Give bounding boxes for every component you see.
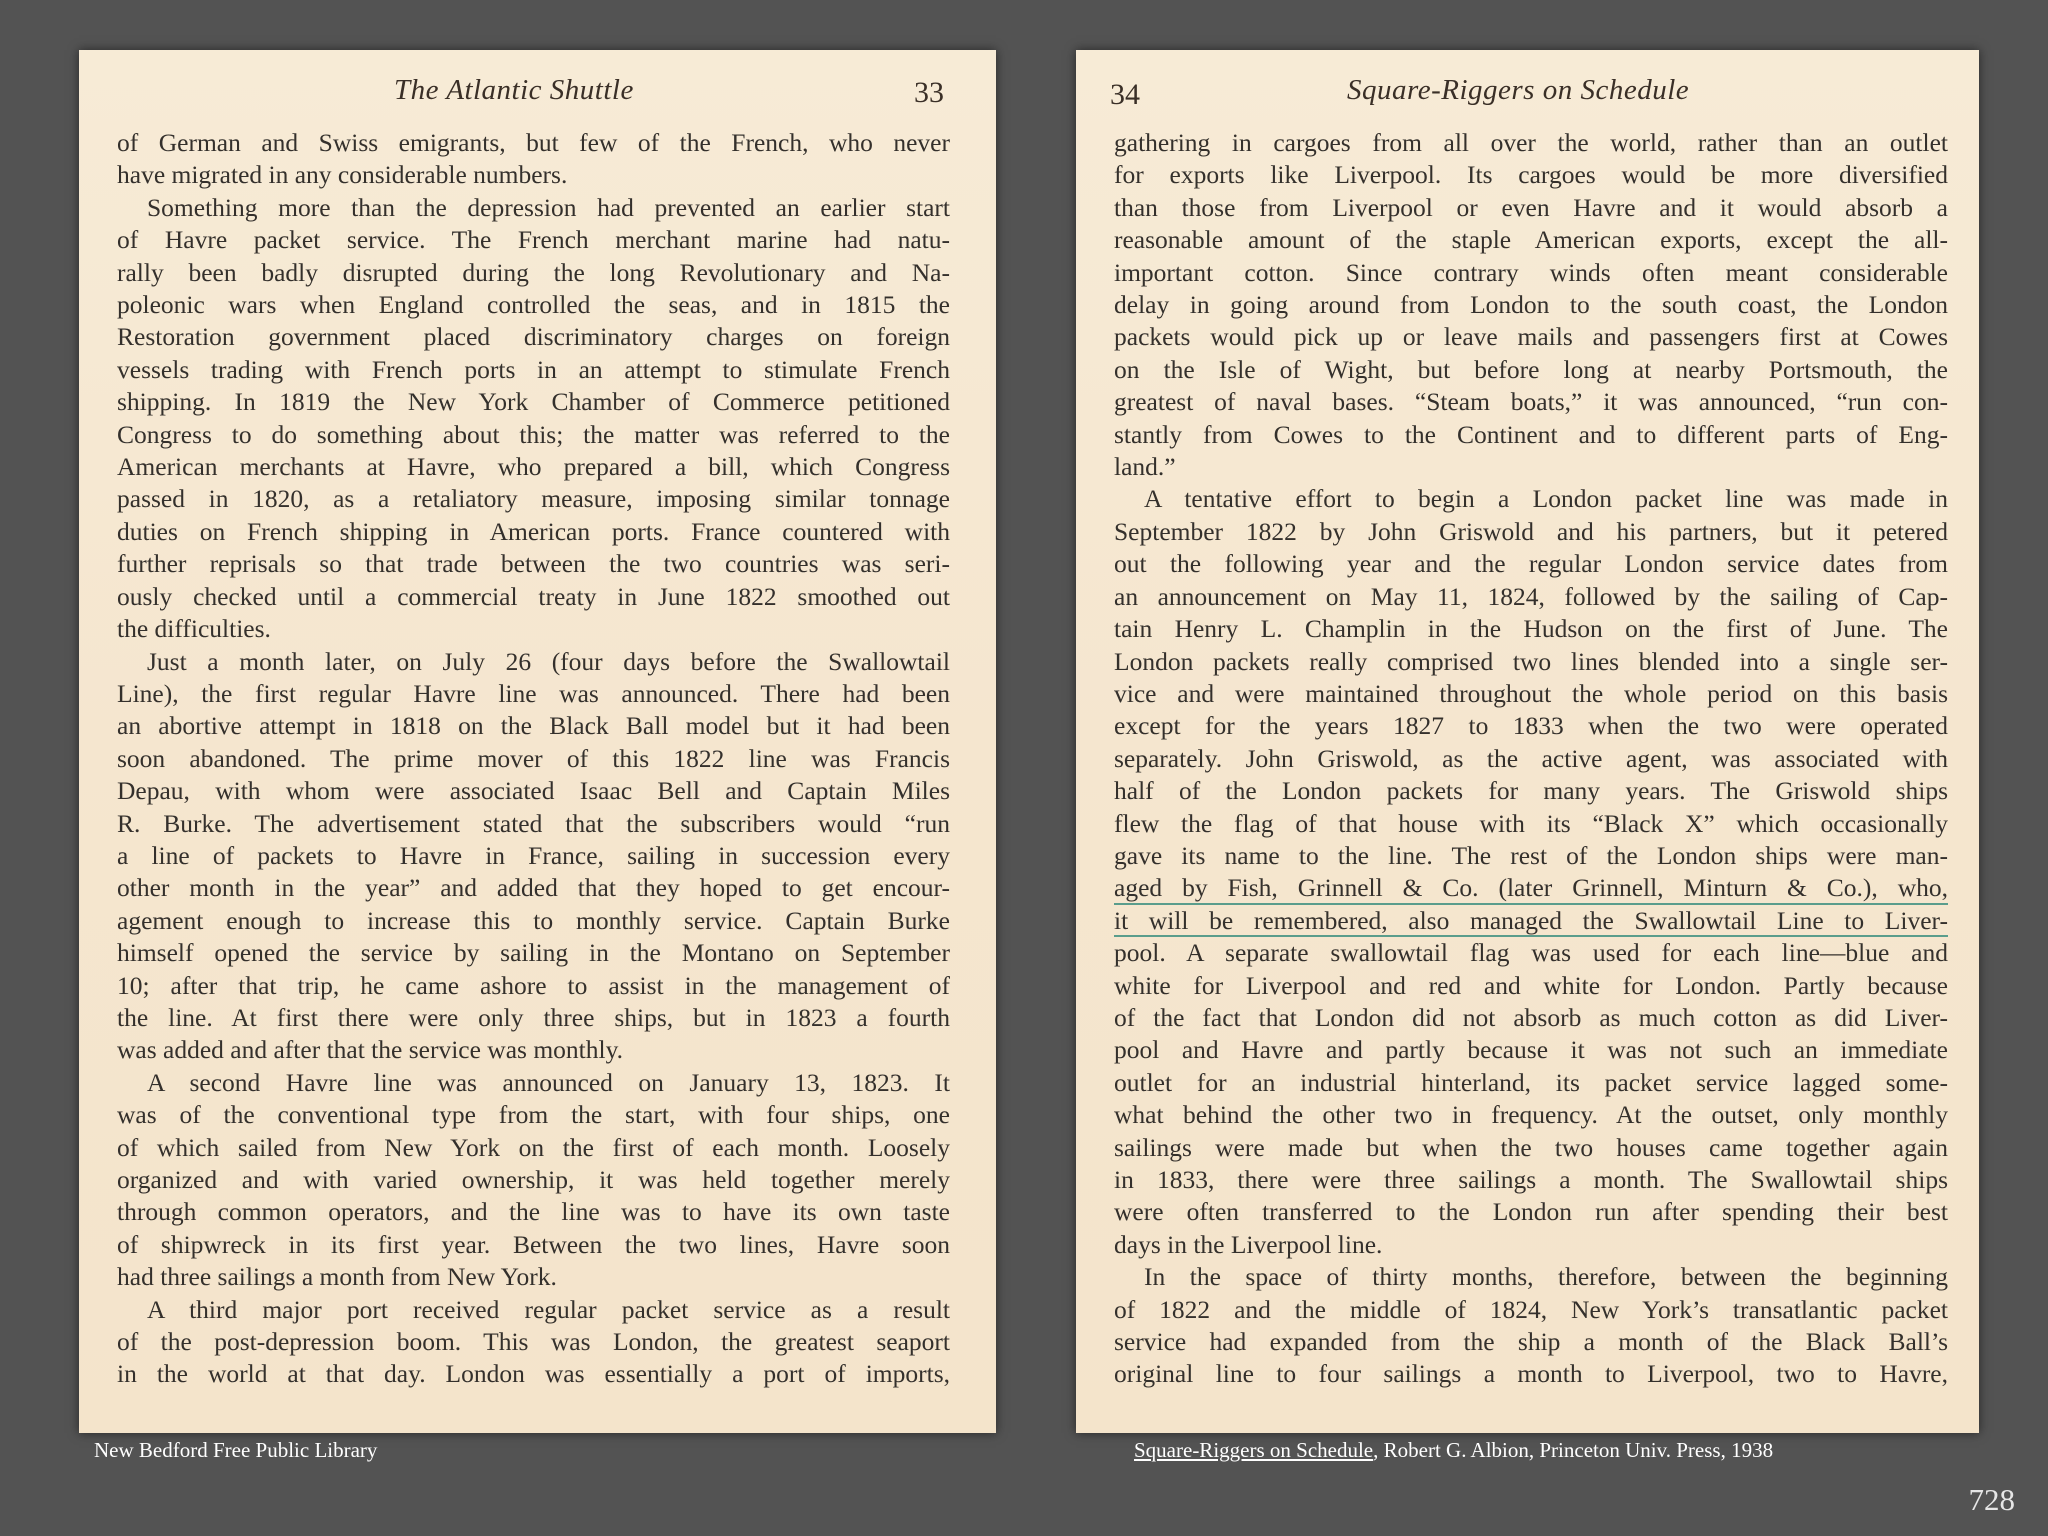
text-line: tain Henry L. Champlin in the Hudson on the first of June. The bbox=[1114, 614, 1948, 644]
slide-number: 728 bbox=[1968, 1482, 2015, 1517]
text-line: for exports like Liverpool. Its cargoes would be more diversified bbox=[1114, 160, 1948, 190]
text-line: was added and after that the service was monthly. bbox=[117, 1035, 624, 1065]
text-line: in the world at that day. London was essentially a port of imports, bbox=[117, 1359, 950, 1389]
page-body-text bbox=[1114, 127, 1948, 1391]
text-line: A third major port received regular packet service as a result bbox=[147, 1294, 950, 1324]
text-line: have migrated in any considerable numbers. bbox=[117, 160, 568, 190]
text-line: rally been badly disrupted during the long Revolutionary and Na- bbox=[117, 257, 950, 287]
source-caption-right bbox=[1134, 1438, 1773, 1463]
text-line: Just a month later, on July 26 (four days before the Swallowtail bbox=[147, 646, 950, 676]
text-line: delay in going around from London to the south coast, the London bbox=[1114, 290, 1948, 320]
text-line: through common operators, and the line was to have its own taste bbox=[117, 1197, 950, 1227]
text-line: were often transferred to the London run after spending their best bbox=[1114, 1197, 1948, 1227]
text-line: In the space of thirty months, therefore, between the beginning bbox=[1144, 1262, 1948, 1292]
text-line: packets would pick up or leave mails and passengers first at Cowes bbox=[1114, 322, 1948, 352]
text-line: poleonic wars when England controlled the seas, and in 1815 the bbox=[117, 290, 950, 320]
text-line: of German and Swiss emigrants, but few of the French, who never bbox=[117, 128, 950, 157]
text-line: white for Liverpool and red and white for London. Partly because bbox=[1114, 970, 1948, 1000]
text-line: had three sailings a month from New York. bbox=[117, 1262, 557, 1292]
text-line: A second Havre line was announced on January 13, 1823. It bbox=[147, 1067, 950, 1097]
page-body-text bbox=[117, 127, 950, 1391]
text-line: pool and Havre and partly because it was not such an immediate bbox=[1114, 1035, 1948, 1065]
text-line: vice and were maintained throughout the whole period on this basis bbox=[1114, 678, 1948, 708]
text-line: of shipwreck in its first year. Between the two lines, Havre soon bbox=[117, 1229, 950, 1259]
text-line: Congress to do something about this; the matter was referred to the bbox=[117, 419, 950, 449]
text-line: ously checked until a commercial treaty in June 1822 smoothed out bbox=[117, 581, 950, 611]
text-line: days in the Liverpool line. bbox=[1114, 1229, 1383, 1259]
text-line: London packets really comprised two lines blended into a single ser- bbox=[1114, 646, 1948, 676]
running-title: Square-Riggers on Schedule bbox=[1347, 74, 1690, 106]
text-line: important cotton. Since contrary winds often meant considerable bbox=[1114, 257, 1948, 287]
text-line: of Havre packet service. The French merchant marine had natu- bbox=[117, 225, 950, 255]
book-page-right bbox=[1076, 50, 1979, 1433]
text-line: what behind the other two in frequency. At the outset, only monthly bbox=[1114, 1100, 1948, 1130]
text-line: further reprisals so that trade between the two countries was seri- bbox=[117, 549, 950, 579]
text-line: Line), the first regular Havre line was announced. There had been bbox=[117, 678, 950, 708]
text-line: Restoration government placed discriminatory charges on foreign bbox=[117, 322, 950, 352]
text-line: gave its name to the line. The rest of the London ships were man- bbox=[1114, 840, 1948, 870]
text-line: September 1822 by John Griswold and his partners, but it petered bbox=[1114, 516, 1948, 546]
text-line: half of the London packets for many years. The Griswold ships bbox=[1114, 776, 1948, 806]
text-line: of the fact that London did not absorb as much cotton as did Liver- bbox=[1114, 1002, 1948, 1032]
text-line: was of the conventional type from the start, with four ships, one bbox=[117, 1100, 950, 1130]
book-title-link: Square-Riggers on Schedule bbox=[1134, 1438, 1374, 1462]
text-line: soon abandoned. The prime mover of this 1822 line was Francis bbox=[117, 743, 950, 773]
page-number: 33 bbox=[914, 76, 944, 109]
running-title: The Atlantic Shuttle bbox=[394, 74, 634, 106]
text-line: separately. John Griswold, as the active agent, was associated with bbox=[1114, 743, 1948, 773]
text-line: of 1822 and the middle of 1824, New York’s transatlantic packet bbox=[1114, 1294, 1948, 1324]
text-line: than those from Liverpool or even Havre and it would absorb a bbox=[1114, 192, 1948, 222]
text-line: Depau, with whom were associated Isaac Bell and Captain Miles bbox=[117, 776, 950, 806]
text-line: vessels trading with French ports in an attempt to stimulate French bbox=[117, 354, 950, 384]
text-line: greatest of naval bases. “Steam boats,” it was announced, “run con- bbox=[1114, 387, 1948, 417]
text-line: duties on French shipping in American ports. France countered with bbox=[117, 516, 950, 546]
highlighted-text-line: it will be remembered, also managed the Swallowtail Line to Liver- bbox=[1114, 905, 1948, 937]
text-line: sailings were made but when the two houses came together again bbox=[1114, 1132, 1948, 1162]
text-line: of which sailed from New York on the first of each month. Loosely bbox=[117, 1132, 950, 1162]
running-head bbox=[1076, 74, 1979, 114]
text-line: an announcement on May 11, 1824, followed by the sailing of Cap- bbox=[1114, 581, 1948, 611]
text-line: an abortive attempt in 1818 on the Black Ball model but it had been bbox=[117, 711, 950, 741]
text-line: stantly from Cowes to the Continent and to different parts of Eng- bbox=[1114, 419, 1948, 449]
text-line: original line to four sailings a month to Liverpool, two to Havre, bbox=[1114, 1359, 1948, 1389]
text-line: passed in 1820, as a retaliatory measure, imposing similar tonnage bbox=[117, 484, 950, 514]
text-line: R. Burke. The advertisement stated that the subscribers would “run bbox=[117, 808, 950, 838]
text-line: himself opened the service by sailing in the Montano on September bbox=[117, 938, 950, 968]
source-caption-left: New Bedford Free Public Library bbox=[94, 1438, 378, 1462]
text-line: out the following year and the regular London service dates from bbox=[1114, 549, 1948, 579]
running-head bbox=[79, 74, 996, 114]
text-line: gathering in cargoes from all over the world, rather than an outlet bbox=[1114, 128, 1948, 157]
text-line: on the Isle of Wight, but before long at nearby Portsmouth, the bbox=[1114, 354, 1948, 384]
text-line: a line of packets to Havre in France, sailing in succession every bbox=[117, 840, 950, 870]
book-page-left bbox=[79, 50, 996, 1433]
text-line: organized and with varied ownership, it was held together merely bbox=[117, 1165, 950, 1194]
text-line: of the post-depression boom. This was London, the greatest seaport bbox=[117, 1327, 950, 1357]
highlighted-text-line: aged by Fish, Grinnell & Co. (later Grinnell, Minturn & Co.), who, bbox=[1114, 872, 1948, 904]
text-line: other month in the year” and added that they hoped to get encour- bbox=[117, 873, 950, 903]
text-line: in 1833, there were three sailings a month. The Swallowtail ships bbox=[1114, 1165, 1948, 1194]
text-line: Something more than the depression had prevented an earlier start bbox=[147, 192, 950, 222]
text-line: land.” bbox=[1114, 452, 1176, 482]
text-line: agement enough to increase this to monthly service. Captain Burke bbox=[117, 905, 950, 935]
text-line: reasonable amount of the staple American exports, except the all- bbox=[1114, 225, 1948, 255]
text-line: 10; after that trip, he came ashore to assist in the management of bbox=[117, 970, 950, 1000]
citation-details: , Robert G. Albion, Princeton Univ. Press, 1938 bbox=[1373, 1438, 1774, 1462]
text-line: the difficulties. bbox=[117, 614, 271, 644]
text-line: except for the years 1827 to 1833 when the two were operated bbox=[1114, 711, 1948, 741]
text-line: the line. At first there were only three ships, but in 1823 a fourth bbox=[117, 1002, 950, 1032]
text-line: service had expanded from the ship a month of the Black Ball’s bbox=[1114, 1327, 1948, 1357]
text-line: outlet for an industrial hinterland, its packet service lagged some- bbox=[1114, 1067, 1948, 1097]
text-line: A tentative effort to begin a London packet line was made in bbox=[1144, 484, 1948, 514]
text-line: shipping. In 1819 the New York Chamber of Commerce petitioned bbox=[117, 387, 950, 417]
text-line: American merchants at Havre, who prepared a bill, which Congress bbox=[117, 452, 950, 482]
text-line: pool. A separate swallowtail flag was used for each line—blue and bbox=[1114, 938, 1948, 968]
text-line: flew the flag of that house with its “Black X” which occasionally bbox=[1114, 808, 1948, 838]
page-number: 34 bbox=[1110, 78, 1140, 111]
